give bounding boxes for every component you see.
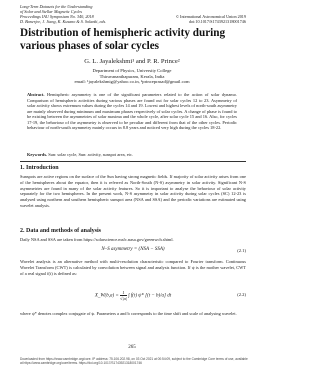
header-copyright: © International Astronomical Union 2019: [175, 14, 246, 20]
affiliation-line-2: Thiruvananthapuram, Kerala, India: [99, 73, 165, 79]
equation-2-2-integral: ∫ f(t) ψ* [(t − b)/a] dt: [128, 293, 172, 299]
data-paragraph-2: Wavelet analysis is an alternative method with multi-resolution characteristic compared to Fourier transform. Continuous Wavelet Transform (CWT) is calculated by convolution between signal and analysis function. If ψ is the mother wavelet, CWT of a real signal f(t) is defined as:: [20, 259, 246, 276]
data-paragraph-3: where ψ* denotes complex conjugate of ψ. Parameters a and b corresponds to the time shift and scale of analysing wavelet.: [20, 311, 237, 316]
header-doi: doi:10.1017/S1743921318001746: [188, 19, 246, 25]
equation-2-1: N–S asymmetry = (NSA − SSA): [101, 247, 165, 252]
abstract-text: Hemispheric asymmetry is one of the significant parameters related to the action of solar dynamo. Comparison of hemispheric activities during various phases are found out for solar cycles 12 to 23. Asymmetry of solar activity shows extremum values during the cycles 14 and 19. Lowest and highest levels of north-south asymmetry are mainly observed during minimum and maximum phases respectively of solar cycles. A change of phase is found to be existing between the asymmetries of solar maxima and the whole cycle, after solar cycle 15 and 16. Also, for cycles 17-19, the behaviour of the asymmetry is observed to be peculiar and different from that of the other cycles. Periodic behaviour of north-south asymmetry mainly occurs in 8.8 years and noticed very high during the cycles 18-22.: [27, 92, 237, 130]
affiliation-line-1: Department of Physics, University College: [92, 68, 172, 73]
affiliation-email: email: ¹jayalekshmig@yahoo.co.in, ²princeprasad@gmail.com: [74, 79, 190, 85]
abstract-label: Abstract.: [27, 92, 45, 97]
page-number: 265: [128, 345, 136, 350]
paper-title: Distribution of hemispheric activity during various phases of solar cycles: [20, 27, 226, 52]
download-footer: Downloaded from https://www.cambridge.org/core. IP address: 75.106.202.98, on 03 Oct 2021 at 00:54:09, subject to the Cambridge Core terms of use, available at https://www.cambridge.org/core/terms. https://doi.org/10.1017/S1743921318001746: [20, 357, 248, 366]
equation-2-2-coefficient: [120, 290, 127, 301]
coefficient-denominator: √|a|: [120, 296, 128, 301]
data-paragraph-1: Daily NSA and SSA are taken from https://solarscience.msfc.nasa.gov/greenwch.shtml.: [20, 237, 174, 242]
header-line-4: D. Banerjee, J. Jiang, K. Kusano & S. Solanki, eds.: [20, 19, 107, 25]
equation-2-2: [20, 290, 246, 301]
paper-authors: G. L. Jayalekshmi¹ and P. R. Prince²: [84, 58, 180, 65]
section-heading-data-methods: 2. Data and methods of analysis: [20, 228, 102, 234]
header-line-2: of Solar and Stellar Magnetic Cycles: [20, 9, 82, 15]
equation-number-2-2: (2.2): [237, 292, 246, 297]
equation-number-2-1: (2.1): [237, 248, 246, 253]
header-copyright-block: [176, 14, 246, 24]
author-affiliation: [0, 68, 264, 85]
header-line-1: Long-Term Datasets for the Understanding: [20, 4, 93, 9]
coefficient-numerator: 1: [120, 290, 127, 296]
keywords-text: Sun: solar cycle, Sun: activity, sunspot area, etc.: [48, 152, 133, 157]
keywords: [27, 152, 237, 157]
header-line-3: Proceedings IAU Symposium No. 340, 2018: [20, 14, 94, 20]
section-divider: [20, 161, 246, 162]
abstract: [27, 92, 237, 131]
keywords-label: Keywords.: [27, 152, 48, 157]
introduction-paragraph: Sunspots are active regions on the surface of the Sun having strong magnetic fields. If majority of solar activity arises from one of the hemispheres about the equator, then it is referred as North-South (N-S) asymmetry in solar activity. Significant N-S asymmetries are found in many of the solar activity features. So it is important to analyse the behaviour of solar activity separately for the two hemispheres. In the present work, N-S asymmetry in solar activity during solar cycles (SC) 12-23 is analysed using northern and southern hemispheric sunspot area (NSA and SSA) and the periodic variations are estimated using wavelet analysis.: [20, 174, 246, 208]
section-heading-introduction: 1. Introduction: [20, 165, 59, 171]
equation-2-2-lhs: X_W(b,a) =: [94, 293, 119, 299]
